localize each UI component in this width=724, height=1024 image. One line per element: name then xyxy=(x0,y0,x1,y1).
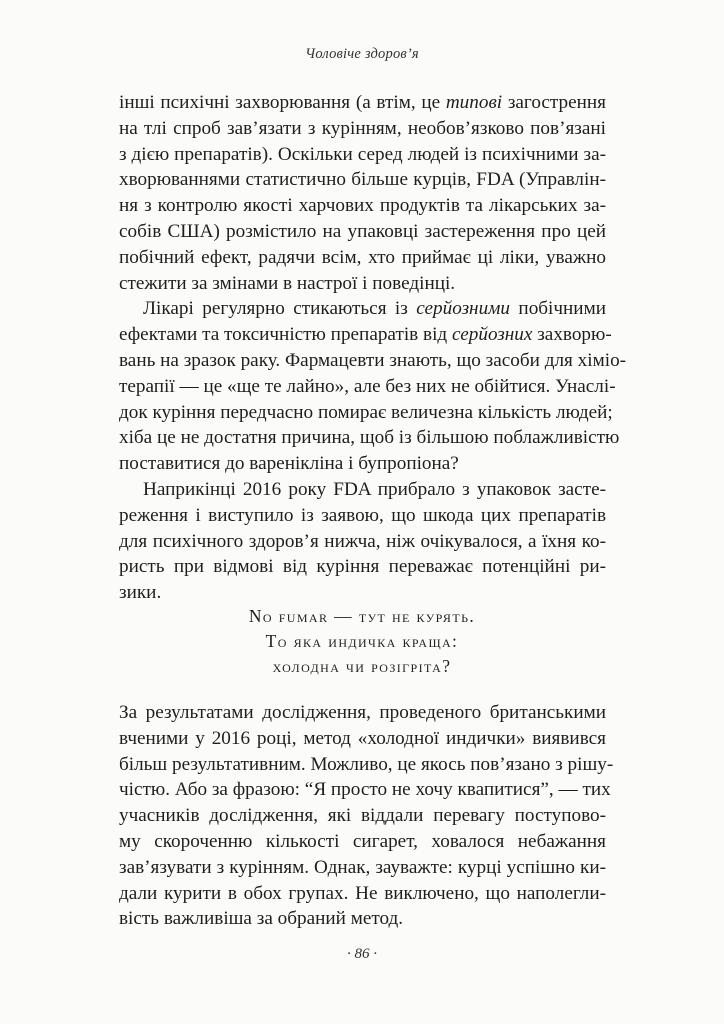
text-line xyxy=(119,245,606,271)
text-line xyxy=(119,855,606,881)
text-run: більш результативним. Можливо, це якось пов’язано з рішу- xyxy=(119,753,614,775)
italic-emphasis: типові xyxy=(445,92,503,113)
text-line xyxy=(119,752,614,778)
text-run: поставитися до варенікліна і бупропіона? xyxy=(119,453,459,475)
text-line xyxy=(119,193,606,219)
text-run: хіба це не достатня причина, щоб із більшою поблажливістю xyxy=(119,427,620,449)
text-run: хворюваннями статистично більше курців, FDA (Управлін- xyxy=(119,169,606,191)
text-run: док куріння передчасно помирає величезна кількість людей; xyxy=(119,401,613,423)
page-number: · 86 · xyxy=(347,946,377,962)
text-line xyxy=(119,451,606,477)
text-line xyxy=(119,142,606,168)
text-line xyxy=(119,726,606,752)
italic-emphasis: серйозних xyxy=(451,324,533,346)
text-line xyxy=(119,425,620,451)
text-run: чістю. Або за фразою: “Я просто не хочу квапитися”, — тих xyxy=(119,779,611,801)
text-line xyxy=(119,554,606,580)
text-line xyxy=(119,374,616,400)
text-line xyxy=(119,219,606,245)
text-run: побічними xyxy=(510,298,606,320)
section-heading xyxy=(0,604,724,679)
text-run: За результатами дослідження, проведеного британськими xyxy=(119,702,606,723)
text-line xyxy=(119,400,613,426)
text-line xyxy=(119,167,606,193)
text-line xyxy=(119,322,612,348)
section-heading-line-2: То яка индичка краща: xyxy=(265,631,459,651)
text-line xyxy=(119,116,606,142)
text-run: вченими у 2016 році, метод «холодної индички» виявився xyxy=(119,727,606,749)
text-line xyxy=(119,700,606,726)
text-run: му скороченню кількості сигарет, ховалося небажання xyxy=(119,830,606,852)
text-run: з дією препаратів). Оскільки серед людей із психічними за- xyxy=(119,143,606,165)
text-line xyxy=(119,348,627,374)
section-heading-line-1: No fumar — тут не курять. xyxy=(248,606,476,626)
body-text-bottom xyxy=(119,700,614,932)
text-run: реження і виступило із заявою, що шкода цих препаратів xyxy=(119,504,606,526)
body-text-top xyxy=(119,90,627,606)
text-line xyxy=(119,503,606,529)
text-run: собів США) розмістило на упаковці застереження про цей xyxy=(119,220,606,242)
text-run: терапії — це «ще те лайно», але без них не обійтися. Унаслі- xyxy=(119,375,616,397)
text-line xyxy=(119,271,606,297)
text-line xyxy=(119,777,611,803)
text-run: побічний ефект, радячи всім, хто приймає ці ліки, уважно xyxy=(119,246,606,268)
text-run: інші психічні захворювання (а втім, це xyxy=(119,92,446,113)
section-heading-line-3: холодна чи розігріта? xyxy=(272,656,452,676)
text-line xyxy=(119,90,606,116)
text-line xyxy=(119,906,606,932)
text-run: загострення xyxy=(502,92,606,113)
text-run: ефектами та токсичністю препаратів від xyxy=(119,324,452,346)
text-run: для психічного здоров’я нижча, ніж очікувалося, а їхня ко- xyxy=(119,530,606,552)
text-line xyxy=(119,829,606,855)
text-run: зики. xyxy=(119,582,162,604)
italic-emphasis: серйозними xyxy=(416,298,511,320)
text-line xyxy=(119,580,606,606)
text-line xyxy=(119,881,606,907)
text-run: учасників дослідження, які віддали перевагу поступово- xyxy=(119,805,606,827)
text-line xyxy=(119,296,606,322)
text-run: захворю- xyxy=(532,324,612,346)
text-run: зав’язувати з курінням. Однак, зауважте: курці успішно ки- xyxy=(119,856,606,878)
text-run: ня з контролю якості харчових продуктів та лікарських за- xyxy=(119,195,606,217)
text-line xyxy=(119,529,606,555)
text-run: Лікарі регулярно стикаються із xyxy=(143,298,417,320)
text-run: ристь при відмові від куріння переважає потенційні ри- xyxy=(119,556,606,578)
text-run: дали курити в обох групах. Не виключено, що наполегли- xyxy=(119,882,606,904)
text-line xyxy=(119,477,606,503)
text-run: Наприкінці 2016 року FDA прибрало з упаковок засте- xyxy=(143,478,606,500)
text-line xyxy=(119,803,606,829)
text-run: вань на зразок раку. Фармацевти знають, що засоби для хіміо- xyxy=(119,349,627,371)
text-run: стежити за змінами в настрої і поведінці. xyxy=(119,272,456,294)
text-run: вість важливіша за обраний метод. xyxy=(119,908,404,930)
running-head: Чоловіче здоров’я xyxy=(305,46,419,62)
text-run: на тлі спроб зав’язати з курінням, необов’язково пов’язані xyxy=(119,117,606,139)
